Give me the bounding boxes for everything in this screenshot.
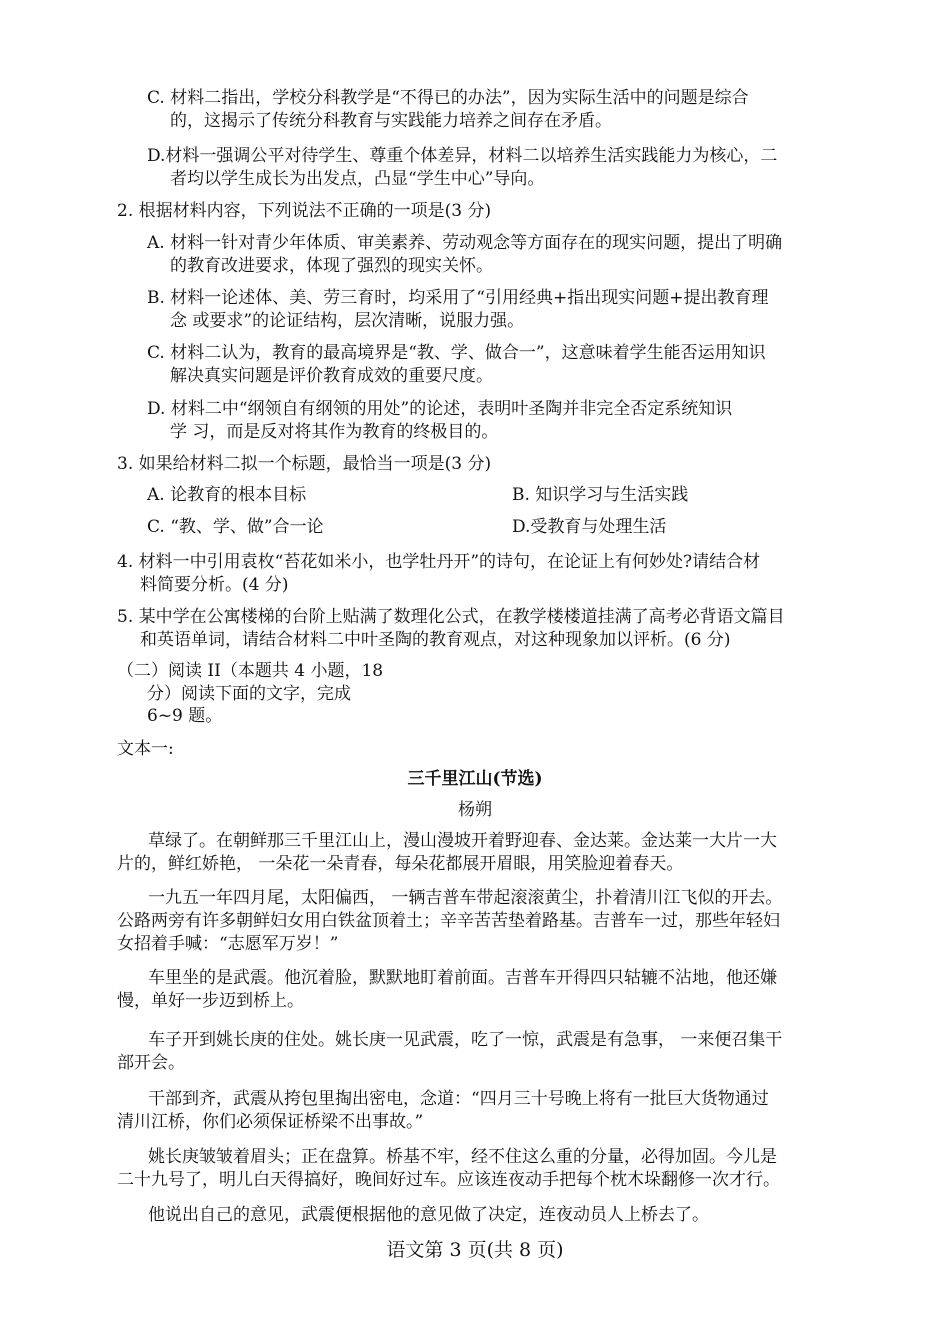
article-p4-line1: 车子开到姚长庚的住处。姚长庚一见武震，吃了一惊，武震是有急事， 一来便召集干 <box>148 1030 783 1050</box>
q2-option-d-line1: D. 材料二中“纲领自有纲领的用处”的论述，表明叶圣陶并非完全否定系统知识 <box>147 399 733 419</box>
q2-option-b-line2: 念 或要求”的论证结构，层次清晰，说服力强。 <box>170 311 525 331</box>
q4-line2: 料简要分析。(4 分) <box>140 575 289 595</box>
q2-stem: 2. 根据材料内容，下列说法不正确的一项是(3 分) <box>117 201 492 221</box>
section2-heading-line2: 分）阅读下面的文字，完成 <box>147 684 351 704</box>
q1-option-d-line1: D.材料一强调公平对待学生、尊重个体差异，材料二以培养生活实践能力为核心，二 <box>147 146 778 166</box>
q2-option-c-line2: 解决真实问题是评价教育成效的重要尺度。 <box>170 366 493 386</box>
q5-line2: 和英语单词，请结合材料二中叶圣陶的教育观点，对这种现象加以评析。(6 分) <box>140 630 731 650</box>
q1-option-d-line2: 者均以学生成长为出发点，凸显“学生中心”导向。 <box>170 169 545 189</box>
q1-option-c-line2: 的，这揭示了传统分科教育与实践能力培养之间存在矛盾。 <box>170 111 612 131</box>
section2-heading-line3: 6~9 题。 <box>147 706 223 726</box>
q2-option-a-line1: A. 材料一针对青少年体质、审美素养、劳动观念等方面存在的现实问题，提出了明确 <box>147 233 783 253</box>
article-p6-line1: 姚长庚皱皱着眉头；正在盘算。桥基不牢，经不住这么重的分量，必得加固。今儿是 <box>148 1147 777 1167</box>
article-p2-line3: 女招着手喊：“志愿军万岁！” <box>117 934 339 954</box>
article-p2-line2: 公路两旁有许多朝鲜妇女用白铁盆顶着土；辛辛苦苦垫着路基。吉普车一过，那些年轻妇 <box>117 911 780 931</box>
article-p1-line2: 片的，鲜红娇艳， 一朵花一朵青春，每朵花都展开眉眼，用笑脸迎着春天。 <box>117 854 684 874</box>
q4-line1: 4. 材料一中引用袁枚“苔花如米小，也学牡丹开”的诗句，在论证上有何妙处?请结合材 <box>117 552 761 572</box>
article-title: 三千里江山(节选) <box>407 769 543 789</box>
q3-option-c: C. “教、学、做”合一论 <box>147 517 324 537</box>
q3-stem: 3. 如果给材料二拟一个标题，最恰当一项是(3 分) <box>117 454 492 474</box>
article-p5-line2: 清川江桥，你们必须保证桥梁不出事故。” <box>117 1112 424 1132</box>
article-p6-line2: 二十九号了，明儿白天得搞好，晚间好过车。应该连夜动手把每个枕木垛翻修一次才行。 <box>117 1170 780 1190</box>
article-p5-line1: 干部到齐，武震从挎包里掏出密电，念道：“四月三十号晚上将有一批巨大货物通过 <box>148 1089 769 1109</box>
q2-option-d-line2: 学 习，而是反对将其作为教育的终极目的。 <box>170 422 499 442</box>
article-p3-line1: 车里坐的是武震。他沉着脸，默默地盯着前面。吉普车开得四只轱辘不沾地，他还嫌 <box>148 968 777 988</box>
article-p7-line1: 他说出自己的意见，武震便根据他的意见做了决定，连夜动员人上桥去了。 <box>148 1205 709 1225</box>
text-one-label: 文本一: <box>117 739 174 759</box>
q2-option-b-line1: B. 材料一论述体、美、劳三育时，均采用了“引用经典+指出现实问题+提出教育理 <box>147 288 769 308</box>
article-p2-line1: 一九五一年四月尾，太阳偏西， 一辆吉普车带起滚滚黄尘，扑着清川江飞似的开去。 <box>148 888 783 908</box>
article-p1-line1: 草绿了。在朝鲜那三千里江山上，漫山漫坡开着野迎春、金达莱。金达莱一大片一大 <box>148 831 777 851</box>
article-p3-line2: 慢，单好一步迈到桥上。 <box>117 991 304 1011</box>
page-footer: 语文第 3 页(共 8 页) <box>386 1239 564 1261</box>
q3-option-b: B. 知识学习与生活实践 <box>512 485 689 505</box>
q1-option-c-line1: C. 材料二指出，学校分科教学是“不得已的办法”，因为实际生活中的问题是综合 <box>147 88 749 108</box>
q2-option-c-line1: C. 材料二认为，教育的最高境界是“教、学、做合一”，这意味着学生能否运用知识 <box>147 343 766 363</box>
section2-heading-line1: （二）阅读 II（本题共 4 小题，18 <box>117 661 384 681</box>
article-p4-line2: 部开会。 <box>117 1053 185 1073</box>
article-author: 杨朔 <box>458 800 492 820</box>
q2-option-a-line2: 的教育改进要求，体现了强烈的现实关怀。 <box>170 256 493 276</box>
q3-option-a: A. 论教育的根本目标 <box>147 485 307 505</box>
q5-line1: 5. 某中学在公寓楼梯的台阶上贴满了数理化公式，在教学楼楼道挂满了高考必背语文篇目 <box>117 607 785 627</box>
q3-option-d: D.受教育与处理生活 <box>512 517 667 537</box>
